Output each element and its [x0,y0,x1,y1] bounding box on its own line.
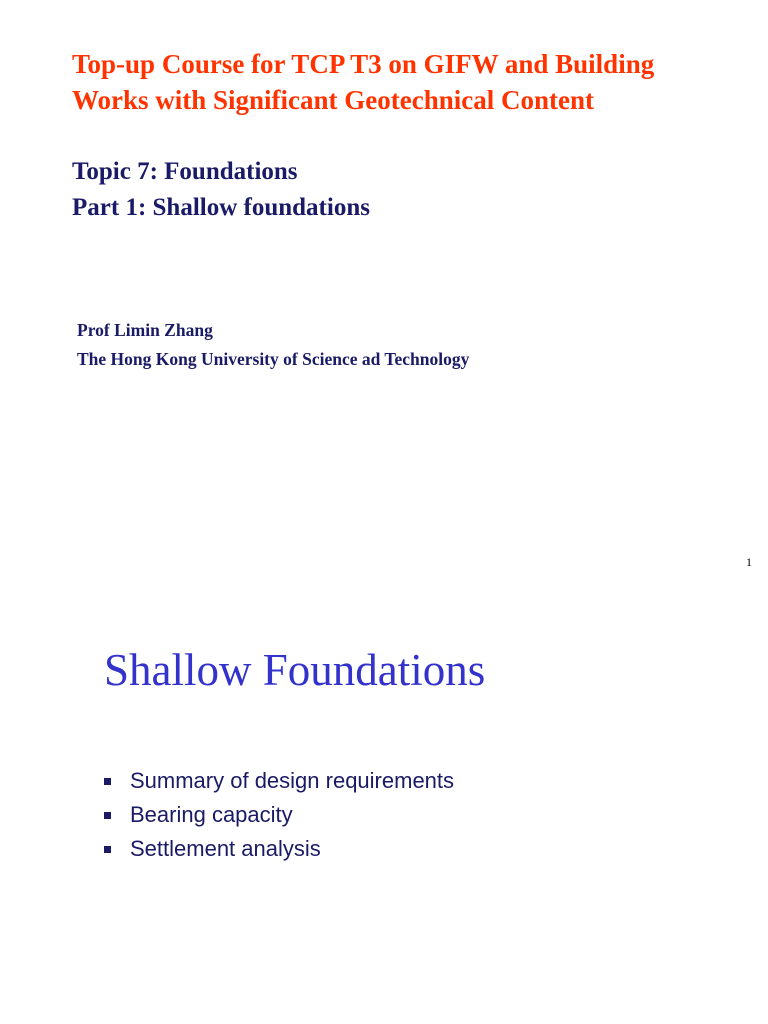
topic-label: Topic 7: Foundations [72,158,298,185]
course-title-line-2: Works with Significant Geotechnical Content [72,85,595,115]
bullet-text: Bearing capacity [130,802,293,827]
list-item [104,764,454,798]
slide-title: Shallow Foundations [104,645,486,695]
bullet-text: Summary of design requirements [130,768,455,793]
author-block [77,316,469,374]
square-bullet-icon [104,846,111,853]
bullet-text: Settlement analysis [130,836,321,861]
bullet-list [104,764,454,866]
course-title [72,46,752,118]
square-bullet-icon [104,778,111,785]
course-title-line-1: Top-up Course for TCP T3 on GIFW and Building [72,49,655,79]
topic-heading [72,154,370,226]
list-item [104,832,454,866]
square-bullet-icon [104,812,111,819]
author-name: Prof Limin Zhang [77,320,213,340]
author-affiliation: The Hong Kong University of Science ad Technology [77,349,470,369]
page-number: 1 [746,555,752,569]
list-item [104,798,454,832]
part-label: Part 1: Shallow foundations [72,194,370,221]
